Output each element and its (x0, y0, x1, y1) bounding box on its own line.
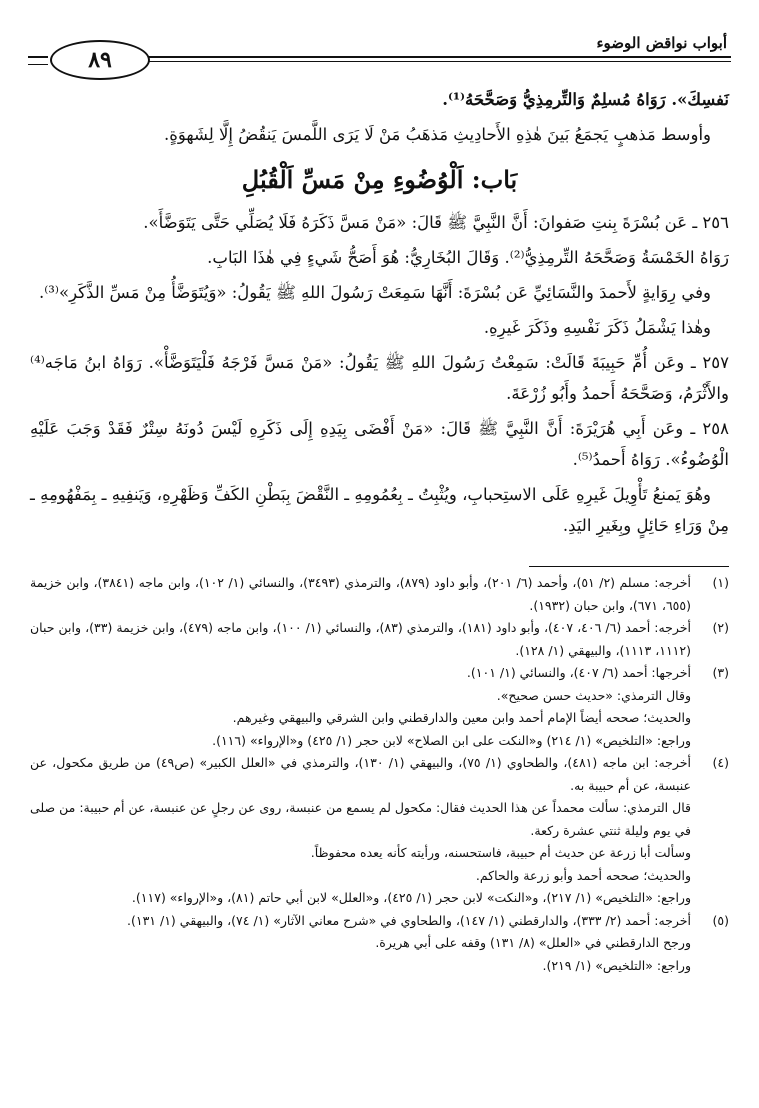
footnote-body (30, 752, 691, 910)
footnote-line: وراجع: «التلخيص» (١/ ٢١٧)، و«النكت» لابن حجر (١/ ٤٢٥)، و«العلل» لابن أبي حاتم (٨١)، و«الإرواء» (١١٧). (131, 890, 691, 905)
footnote-line: أخرجه: مسلم (٢/ ٥١)، وأحمد (٦/ ٢٠١)، وأبو داود (٨٧٩)، والترمذي (٣٤٩٣)، والنسائي (١/ ١٠٢)، وابن ماجه (٣٨٤١)، وابن خزيمة (٦٥٥، ٦٧١)، وابن حبان (١٩٣٢). (30, 575, 691, 613)
footnote-divider (529, 566, 729, 567)
footnote-line: أخرجه: أحمد (٢/ ٣٣٣)، والدارقطني (١/ ١٤٧)، والطحاوي في «شرح معاني الآثار» (١/ ٧٤)، والبيهقي (١/ ١٣١). (127, 912, 691, 928)
hadith-256-variant: وفي رِوَايةٍ لأَحمدَ والنَّسَائِيِّ عَن بُسْرَةَ: أَنَّهَا سَمِعَتْ رَسُولَ اللهِ ﷺ يَقُولُ: «وَيُتَوَضَّأُ مِنْ مَسِّ الذَّكَرِ»⁽³⁾. (38, 283, 711, 302)
footnote-4 (30, 752, 729, 910)
footnotes (30, 572, 729, 977)
footnote-line: وقال الترمذي: «حديث حسن صحيح». (496, 687, 691, 703)
footnote-line: أخرجها: أحمد (٦/ ٤٠٧)، والنسائي (١/ ١٠١). (466, 665, 691, 680)
footnote-body (30, 662, 691, 752)
footnote-line: ورجح الدارقطني في «العلل» (٨/ ١٣١) وقفه على أبي هريرة. (375, 935, 691, 950)
running-chapter-title: أبواب نواقض الوضوء (596, 34, 727, 52)
hadith-256-comment: وهٰذا يَشْمَلُ ذَكَرَ نَفْسِهِ وذَكَرَ غَيرِهِ. (483, 318, 711, 337)
footnote-body (30, 617, 691, 662)
footnote-1 (30, 572, 729, 617)
footnote-line: قال الترمذي: سألت محمداً عن هذا الحديث فقال: مكحول لم يسمع من عنبسة، روى عن رجلٍ عن عنبسة، عن أم حبيبة: من صلى في يوم وليلة ثنتي عشرة ركعة. (30, 800, 691, 838)
footnote-3 (30, 662, 729, 752)
hadith-256: ٢٥٦ ـ عَن بُسْرَةَ بِنتِ صَفوانَ: أَنَّ النَّبِيَّ ﷺ قَالَ: «مَنْ مَسَّ ذَكَرَهُ فَلَا يُصَلِّي حَتَّى يَتَوَضَّأَ». (143, 213, 729, 232)
footnote-number: (٣) (712, 665, 729, 680)
footnote-number: (١) (712, 575, 729, 590)
main-text (30, 84, 729, 545)
footnote-number: (٢) (712, 620, 729, 635)
hadith-258: ٢٥٨ ـ وعَن أَبِي هُرَيْرَةَ: أَنَّ النَّبِيَّ ﷺ قَالَ: «مَنْ أَفْضَى بِيَدِهِ إِلَى ذَكَرِهِ لَيْسَ دُونَهُ سِتْرٌ فَقَدْ وَجَبَ عَلَيْهِ الْوُضُوءُ». رَوَاهُ أَحمدُ⁽⁵⁾. (30, 419, 729, 469)
header-rule-left (28, 56, 48, 65)
footnote-line: وراجع: «التلخيص» (١/ ٢١٤) و«النكت على ابن الصلاح» لابن حجر (١/ ٤٢٥) و«الإرواء» (١١٦). (212, 732, 691, 748)
footnote-line: والحديث؛ صححه أيضاً الإمام أحمد وابن معين والدارقطني وابن الشرقي والبيهقي وغيرهم. (232, 710, 691, 725)
paragraph-conclusion: وهُوَ يَمنعُ تَأْوِيلَ غَيرِهِ عَلَى الاستِحبابِ، ويُثْبِتُ ـ بِعُمُومِهِ ـ النَّقْضَ بِبَطْنِ الكَفِّ وَظَهْرِهِ، وَيَنفِيهِ ـ بِمَفْهُومِهِ ـ مِنْ وَرَاءِ حَائِلٍ وبِغَيرِ اليَدِ. (30, 485, 729, 535)
footnote-line: وسألت أبا زرعة عن حديث أم حبيبة، فاستحسنه، ورأيته كأنه يعده محفوظاً. (310, 845, 691, 860)
page-header (28, 30, 731, 73)
hadith-257: ٢٥٧ ـ وعَن أُمِّ حَبِيبَةَ قَالَتْ: سَمِعْتُ رَسُولَ اللهِ ﷺ يَقُولُ: «مَنْ مَسَّ فَرْجَهُ فَلْيَتَوَضَّأْ». رَوَاهُ ابنُ مَاجَه⁽⁴⁾ والأَثْرَمُ، وَصَحَّحَهُ أَحمدُ وأَبُو زُرْعَةَ. (30, 353, 729, 403)
paragraph-continuation: نَفسِكَ». رَوَاهُ مُسلِمٌ وَالتِّرمِذِيُّ وَصَحَّحَهُ⁽¹⁾. (442, 90, 729, 109)
page-number: ٨٩ (50, 40, 150, 80)
hadith-256-narration: رَوَاهُ الخَمْسَةُ وَصَحَّحَهُ التِّرمِذِيُّ⁽²⁾. وَقَالَ البُخَارِيُّ: هُوَ أَصَحُّ شَيءٍ فِي هٰذَا البَابِ. (207, 248, 729, 267)
footnote-body (30, 572, 691, 617)
header-rule (148, 56, 731, 58)
footnote-5 (30, 910, 729, 978)
paragraph-opinion: وأوسط مَذهبٍ يَجمَعُ بَينَ هٰذِهِ الأَحادِيثِ مَذهَبُ مَنْ لَا يَرَى اللَّمسَ يَنقُضُ إِلَّا لِشَهوَةٍ. (163, 125, 711, 144)
footnote-body (30, 910, 691, 978)
footnote-number: (٥) (712, 912, 729, 928)
footnote-line: أخرجه: ابن ماجه (٤٨١)، والطحاوي (١/ ٧٥)، والبيهقي (١/ ١٣٠)، والترمذي في «العلل الكبير» (ص٤٩) من طريق مكحول، عن عنبسة، عن أم حبيبة به. (30, 755, 691, 793)
header-rule-thin (148, 61, 731, 62)
footnote-line: وراجع: «التلخيص» (١/ ٢١٩). (542, 957, 691, 973)
footnote-number: (٤) (712, 755, 729, 770)
chapter-heading: بَاب: اَلْوُضُوءِ مِنْ مَسِّ اَلْقُبُلِ (241, 165, 518, 194)
footnote-line: والحديث؛ صححه أحمد وأبو زرعة والحاكم. (475, 867, 691, 883)
footnote-2 (30, 617, 729, 662)
footnote-line: أخرجه: أحمد (٦/ ٤٠٦، ٤٠٧)، وأبو داود (١٨١)، والترمذي (٨٣)، والنسائي (١/ ١٠٠)، وابن ماجه (٤٧٩)، وابن خزيمة (٣٣)، وابن حبان (١١١٢، ١١١٣)، والبيهقي (١/ ١٢٨). (30, 620, 692, 658)
